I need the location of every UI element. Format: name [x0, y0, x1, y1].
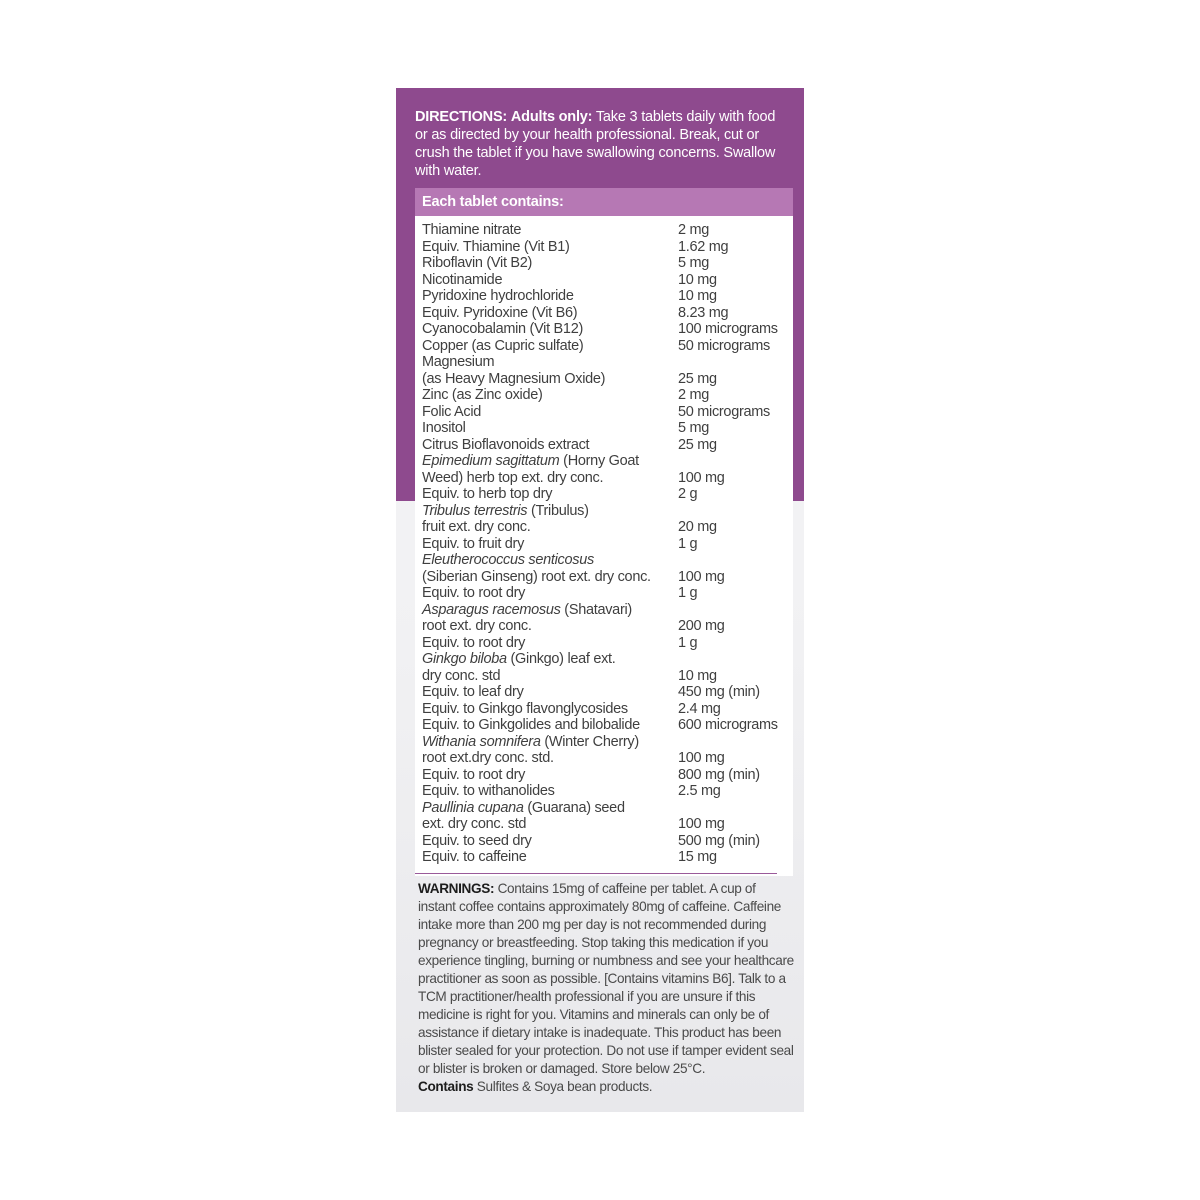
ingredient-amount: 10 mg [678, 271, 717, 288]
adults-only-label: Adults only: [510, 109, 593, 125]
table-row [422, 684, 790, 701]
ingredient-name [422, 585, 678, 602]
ingredient-name-text: Pyridoxine hydrochloride [422, 288, 574, 304]
ingredient-name-text: Equiv. to Ginkgo flavonglycosides [422, 700, 628, 717]
ingredient-name-text: ext. dry conc. std [422, 816, 527, 832]
ingredient-amount: 2 mg [678, 387, 710, 403]
table-row [422, 239, 790, 256]
contains-body: Sulfites & Soya bean products. [476, 1079, 653, 1094]
ingredient-name-text: (Tribulus) [527, 502, 589, 519]
table-row [422, 437, 790, 454]
ingredient-name [422, 503, 678, 520]
ingredient-amount [678, 453, 790, 470]
ingredient-name-text: (Siberian Ginseng) root ext. dry conc. [422, 568, 651, 585]
table-row [422, 833, 790, 850]
table-row [422, 222, 790, 239]
ingredient-name [422, 849, 678, 866]
ingredient-amount: 20 mg [678, 519, 717, 535]
table-row [422, 569, 790, 586]
warnings-label: WARNINGS: [418, 881, 495, 896]
ingredient-name-text: (Ginkgo) leaf ext. [506, 651, 616, 667]
ingredient-name [422, 239, 678, 256]
ingredient-name [422, 272, 678, 289]
table-row [422, 635, 790, 652]
ingredient-name-text: Equiv. to Ginkgolides and bilobalide [422, 717, 640, 733]
table-row [422, 668, 790, 685]
ingredient-amount: 8.23 mg [678, 304, 729, 321]
ingredient-amount: 10 mg [678, 288, 717, 304]
divider [415, 873, 777, 874]
ingredient-amount: 25 mg [678, 370, 717, 387]
ingredient-name-text: Equiv. to seed dry [422, 832, 532, 849]
ingredient-name-text: Inositol [422, 420, 466, 436]
ingredient-name-text: Copper (as Cupric sulfate) [422, 337, 584, 354]
ingredient-name-text: Zinc (as Zinc oxide) [422, 387, 543, 403]
ingredient-name [422, 255, 678, 272]
ingredient-name-text: Equiv. to caffeine [422, 849, 527, 865]
table-row [422, 602, 790, 619]
ingredient-botanical-name: Withania somnifera [422, 733, 541, 750]
ingredient-name-text: (as Heavy Magnesium Oxide) [422, 370, 606, 387]
ingredient-amount [678, 602, 790, 619]
ingredient-name-text: Equiv. to fruit dry [422, 535, 525, 552]
ingredient-amount [678, 734, 790, 751]
table-row [422, 767, 790, 784]
ingredient-rows [422, 222, 790, 866]
ingredient-name [422, 536, 678, 553]
table-row [422, 717, 790, 734]
ingredient-amount: 450 mg (min) [678, 684, 760, 700]
table-row [422, 651, 790, 668]
ingredient-name-text: dry conc. std [422, 667, 501, 684]
table-row [422, 750, 790, 767]
ingredient-amount [678, 552, 790, 569]
ingredient-amount: 1 g [678, 585, 698, 601]
ingredient-amount: 50 micrograms [678, 403, 770, 420]
ingredient-name [422, 437, 678, 454]
ingredient-amount: 15 mg [678, 849, 717, 865]
ingredient-name [422, 552, 678, 569]
table-row [422, 321, 790, 338]
ingredient-name [422, 404, 678, 421]
label-panel [396, 88, 804, 1112]
table-row [422, 734, 790, 751]
ingredient-name-text: Equiv. to root dry [422, 585, 526, 601]
table-row [422, 816, 790, 833]
ingredient-name [422, 783, 678, 800]
directions-label: DIRECTIONS: [415, 109, 508, 125]
ingredient-amount: 25 mg [678, 436, 717, 453]
ingredient-name [422, 668, 678, 685]
ingredient-name-text: fruit ext. dry conc. [422, 519, 531, 535]
ingredient-amount: 2.4 mg [678, 700, 721, 717]
table-header: Each tablet contains: [415, 188, 793, 216]
table-row [422, 519, 790, 536]
ingredient-name-text: Riboflavin (Vit B2) [422, 255, 533, 271]
ingredient-name-text: (Winter Cherry) [540, 733, 639, 750]
ingredient-name [422, 371, 678, 388]
ingredient-name [422, 701, 678, 718]
ingredient-name [422, 305, 678, 322]
ingredient-name-text: Equiv. to root dry [422, 766, 526, 783]
ingredient-amount: 10 mg [678, 667, 717, 684]
ingredient-amount: 600 micrograms [678, 717, 778, 733]
ingredient-amount [678, 354, 790, 371]
ingredient-amount: 100 mg [678, 816, 725, 832]
ingredient-name [422, 420, 678, 437]
ingredient-name-text: Folic Acid [422, 403, 482, 420]
ingredient-amount [678, 503, 790, 520]
ingredient-amount: 500 mg (min) [678, 832, 760, 849]
ingredient-amount: 100 micrograms [678, 321, 778, 337]
ingredient-name-text: root ext.dry conc. std. [422, 750, 554, 766]
ingredient-botanical-name: Eleutherococcus senticosus [422, 552, 594, 568]
table-row [422, 453, 790, 470]
table-row [422, 849, 790, 866]
table-row [422, 552, 790, 569]
ingredient-name-text: Equiv. to leaf dry [422, 684, 524, 700]
table-row [422, 470, 790, 487]
ingredient-name [422, 387, 678, 404]
ingredient-name-text: Equiv. to withanolides [422, 783, 555, 799]
ingredient-name-text: Equiv. to root dry [422, 634, 526, 651]
ingredient-name [422, 734, 678, 751]
ingredient-name-text: (Horny Goat [559, 453, 639, 469]
ingredient-name [422, 453, 678, 470]
ingredient-amount [678, 651, 790, 668]
ingredient-name [422, 338, 678, 355]
ingredient-name [422, 684, 678, 701]
table-row [422, 486, 790, 503]
ingredient-name [422, 519, 678, 536]
table-row [422, 354, 790, 371]
ingredient-amount: 100 mg [678, 750, 725, 766]
ingredient-name [422, 288, 678, 305]
ingredient-botanical-name: Paullinia cupana [422, 799, 524, 816]
ingredient-name-text: root ext. dry conc. [422, 618, 532, 634]
ingredient-botanical-name: Ginkgo biloba [422, 651, 507, 667]
ingredient-amount: 2.5 mg [678, 783, 721, 799]
ingredient-name [422, 767, 678, 784]
table-row [422, 288, 790, 305]
ingredient-name [422, 717, 678, 734]
ingredient-amount: 800 mg (min) [678, 766, 760, 783]
ingredient-name [422, 222, 678, 239]
ingredient-name [422, 569, 678, 586]
ingredient-name [422, 602, 678, 619]
ingredient-name-text: Equiv. Pyridoxine (Vit B6) [422, 304, 578, 321]
table-row [422, 338, 790, 355]
ingredient-name [422, 618, 678, 635]
ingredient-amount: 1.62 mg [678, 238, 729, 255]
ingredient-name [422, 321, 678, 338]
ingredient-name [422, 800, 678, 817]
table-row [422, 305, 790, 322]
table-row [422, 255, 790, 272]
table-row [422, 783, 790, 800]
ingredient-botanical-name: Asparagus racemosus [422, 601, 561, 618]
ingredient-name-text: Nicotinamide [422, 271, 503, 288]
ingredient-amount: 1 g [678, 535, 698, 552]
ingredient-botanical-name: Epimedium sagittatum [422, 453, 560, 469]
table-row [422, 420, 790, 437]
ingredient-name-text: (Guarana) seed [523, 799, 625, 816]
ingredient-name [422, 354, 678, 371]
table-row [422, 585, 790, 602]
ingredient-amount: 5 mg [678, 255, 710, 271]
ingredient-amount: 5 mg [678, 420, 710, 436]
ingredient-name [422, 651, 678, 668]
ingredient-name-text: (Shatavari) [560, 601, 632, 618]
ingredient-name-text: Weed) herb top ext. dry conc. [422, 469, 604, 486]
ingredient-name-text: Equiv. to herb top dry [422, 486, 553, 502]
ingredient-name-text: Equiv. Thiamine (Vit B1) [422, 238, 570, 255]
table-row [422, 371, 790, 388]
ingredient-amount: 100 mg [678, 469, 725, 486]
ingredients-table [415, 188, 793, 876]
ingredient-amount: 50 micrograms [678, 337, 770, 354]
ingredient-amount: 2 g [678, 486, 698, 502]
ingredient-name-text: Citrus Bioflavonoids extract [422, 436, 590, 453]
table-row [422, 701, 790, 718]
ingredient-botanical-name: Tribulus terrestris [422, 502, 528, 519]
table-row [422, 800, 790, 817]
ingredient-amount: 200 mg [678, 618, 725, 634]
ingredient-name [422, 635, 678, 652]
table-row [422, 503, 790, 520]
ingredient-amount: 1 g [678, 634, 698, 651]
ingredient-name [422, 816, 678, 833]
ingredient-amount: 2 mg [678, 222, 710, 238]
directions-body: Take 3 tablets daily with food or as directed by your health professional. Break, cut or crush the tablet if you have swallowing concerns. Swallow with water. [415, 109, 776, 179]
ingredient-name-text: Thiamine nitrate [422, 222, 522, 238]
ingredient-name-text: Magnesium [422, 354, 495, 370]
ingredient-name [422, 486, 678, 503]
warnings-body: Contains 15mg of caffeine per tablet. A cup of instant coffee contains approximately 80mg of caffeine. Caffeine intake more than 200 mg per day is not recommended during pregnancy or breastfeeding. Stop taking this medication if you experience tingling, burning or numbness and see your healthcare practitioner as soon as possible. [Contains vitamins B6]. Talk to a TCM practitioner/health professional if you are unsure if this medicine is right for you. Vitamins and minerals can only be of assistance if dietary intake is inadequate. This product has been blister sealed for your protection. Do not use if tamper evident seal or blister is broken or damaged. Store below 25°C. [418, 881, 794, 1076]
table-row [422, 618, 790, 635]
ingredient-amount: 100 mg [678, 568, 725, 585]
ingredient-name [422, 750, 678, 767]
ingredient-name [422, 470, 678, 487]
ingredient-name-text: Cyanocobalamin (Vit B12) [422, 321, 583, 337]
contains-label: Contains [418, 1079, 474, 1094]
table-row [422, 387, 790, 404]
table-row [422, 536, 790, 553]
warnings-text [418, 880, 794, 1096]
table-row [422, 272, 790, 289]
ingredient-name [422, 833, 678, 850]
table-row [422, 404, 790, 421]
ingredient-amount [678, 800, 790, 817]
directions-text [415, 108, 787, 180]
